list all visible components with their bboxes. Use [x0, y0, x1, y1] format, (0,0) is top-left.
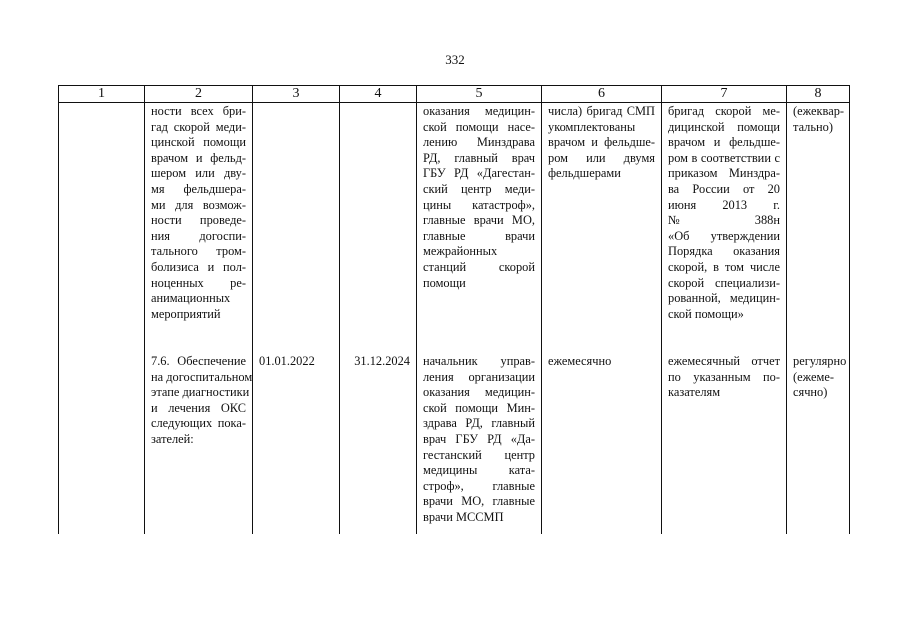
text-line: здрава РД, главный [423, 416, 535, 431]
text-line: ской помощи» [668, 306, 744, 321]
text-line: ности проведе- [151, 213, 246, 228]
text-line: ГБУ РД «Дагестан- [423, 166, 535, 181]
text-line: РД, главный врач [423, 150, 535, 165]
plan-table [58, 85, 850, 534]
text-line: тального тром- [151, 244, 246, 259]
cell-indicator [542, 103, 662, 337]
text-line: цины катастроф», [423, 197, 535, 212]
text-line: № 388н [668, 213, 780, 228]
column-header-1: 1 [59, 86, 145, 103]
text-line: тально) [793, 119, 833, 134]
table-row [59, 103, 850, 337]
text-line: числа) бригад СМП [548, 104, 655, 118]
text-line: казателям [668, 385, 721, 400]
text-line: ской помощи насе- [423, 119, 535, 134]
text-line: шером или дву- [151, 166, 246, 181]
text-line: ской помощи Мин- [423, 400, 535, 415]
text-line: июня 2013 г. [668, 197, 780, 212]
cell-measure [145, 336, 253, 534]
cell-responsible [417, 336, 542, 534]
text-line: ми для возмож- [151, 197, 246, 212]
column-header-7: 7 [662, 86, 787, 103]
cell-number [59, 103, 145, 337]
text-line: ром в соответствии с [668, 150, 780, 165]
text-line: по указанным по- [668, 369, 780, 384]
text-line: анимационных [151, 291, 231, 306]
text-line: строф», главные [423, 478, 535, 493]
text-line: ния догоспи- [151, 228, 246, 243]
text-line: и лечения ОКС [151, 400, 246, 415]
text-line: лению Минздрава [423, 135, 535, 150]
cell-number [59, 336, 145, 534]
text-line: врачом и фельдше- [668, 135, 780, 150]
text-line: ежемесячно [548, 354, 612, 368]
text-line: рованной, медицин- [668, 291, 780, 306]
text-line: ления организации [423, 369, 535, 384]
text-line: ежемесячный отчет [668, 354, 780, 368]
cell-measure [145, 103, 253, 337]
cell-responsible [417, 103, 542, 337]
text-line: цинской помощи [151, 135, 246, 150]
cell-periodicity [787, 336, 850, 534]
text-line: 7.6. Обеспечение [151, 354, 246, 368]
cell-indicator [542, 336, 662, 534]
text-line: сячно) [793, 385, 828, 400]
text-line: ности всех бри- [151, 104, 246, 118]
text-line: гад скорой меди- [151, 119, 246, 134]
text-line: следующих пока- [151, 416, 246, 431]
text-line: скорой специализи- [668, 275, 780, 290]
text-line: болизиса и пол- [151, 259, 246, 274]
text-line: оказания медицин- [423, 385, 535, 400]
text-line: мя фельдшера- [151, 181, 246, 196]
cell-periodicity [787, 103, 850, 337]
cell-end-date: 31.12.2024 [340, 336, 417, 534]
column-header-5: 5 [417, 86, 542, 103]
text-line: мероприятий [151, 306, 221, 321]
text-line: станций скорой [423, 259, 535, 274]
table-row [59, 336, 850, 534]
text-line: врачи МО, главные [423, 494, 535, 509]
cell-start-date [253, 103, 340, 337]
text-line: Порядка оказания [668, 244, 780, 259]
text-line: ром или двумя [548, 150, 655, 165]
text-line: скорой, в том числе [668, 259, 780, 274]
text-line: ноценных ре- [151, 275, 246, 290]
header-row [59, 86, 850, 103]
cell-result [662, 103, 787, 337]
text-line: (ежеквар- [793, 104, 845, 118]
text-line: ва России от 20 [668, 181, 780, 196]
text-line: (ежеме- [793, 369, 834, 384]
text-line: этапе диагностики [151, 385, 250, 400]
column-header-2: 2 [145, 86, 253, 103]
page-number: 332 [445, 52, 465, 67]
text-line: межрайонных [423, 244, 498, 259]
text-line: фельдшерами [548, 166, 621, 181]
text-line: бригад скорой ме- [668, 104, 780, 118]
column-header-8: 8 [787, 86, 850, 103]
text-line: медицины ката- [423, 463, 535, 478]
cell-end-date [340, 103, 417, 337]
column-header-4: 4 [340, 86, 417, 103]
text-line: врачом и фельд- [151, 150, 246, 165]
text-line: зателей: [151, 431, 194, 446]
text-line: оказания медицин- [423, 104, 535, 118]
column-header-6: 6 [542, 86, 662, 103]
text-line: главные врачи МО, [423, 213, 535, 228]
text-line: приказом Минздра- [668, 166, 780, 181]
cell-start-date: 01.01.2022 [253, 336, 340, 534]
text-line: врачом и фельдше- [548, 135, 655, 150]
text-line: ский центр меди- [423, 181, 535, 196]
cell-result [662, 336, 787, 534]
text-line: регулярно [793, 354, 847, 368]
text-line: на догоспитальном [151, 369, 253, 384]
text-line: начальник управ- [423, 354, 535, 368]
text-line: «Об утверждении [668, 228, 780, 243]
text-line: гестанский центр [423, 447, 535, 462]
text-line: главные врачи [423, 228, 535, 243]
text-line: помощи [423, 275, 466, 290]
text-line: укомплектованы [548, 119, 636, 134]
text-line: дицинской помощи [668, 119, 780, 134]
text-line: врач ГБУ РД «Да- [423, 431, 535, 446]
text-line: врачи МССМП [423, 509, 504, 524]
column-header-3: 3 [253, 86, 340, 103]
